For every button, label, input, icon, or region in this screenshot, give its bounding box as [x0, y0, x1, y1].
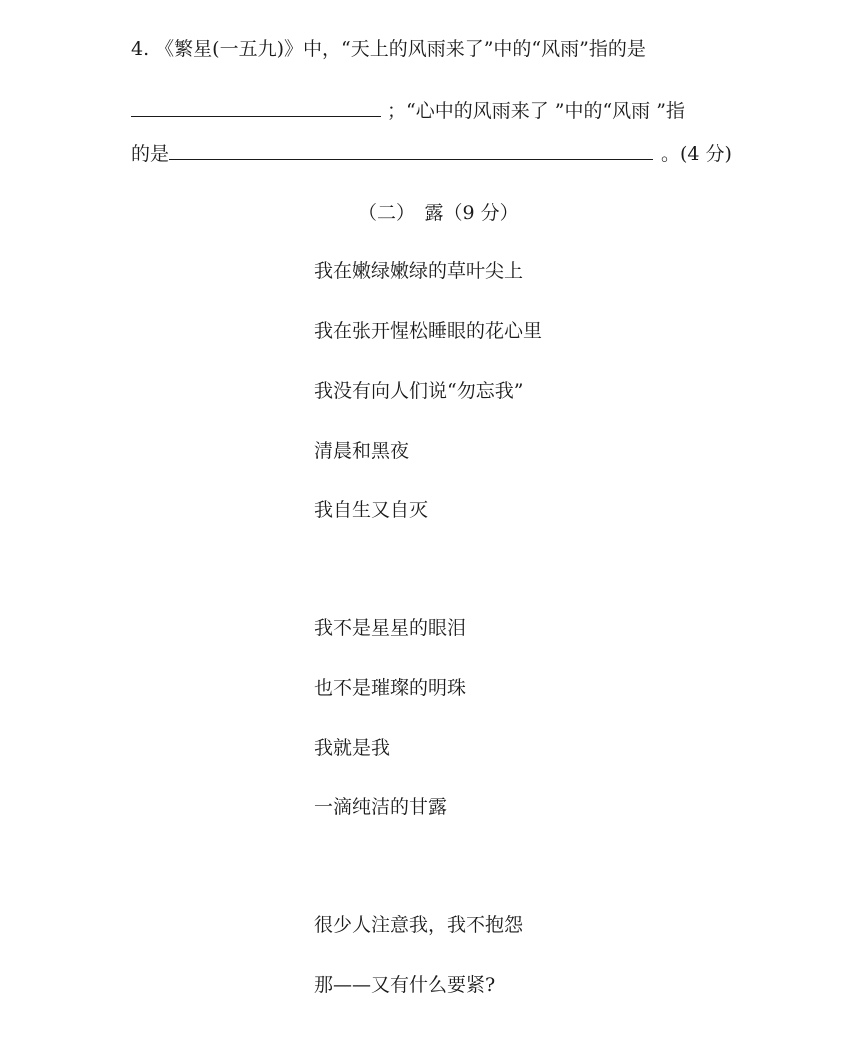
question-4-line-3 — [131, 145, 732, 164]
poem-line: 我没有向人们说“勿忘我” — [314, 380, 524, 402]
poem-line: 我自生又自灭 — [314, 499, 429, 521]
answer-blank-1[interactable] — [131, 115, 381, 117]
poem-line: 那——又有什么要紧? — [314, 974, 496, 996]
poem-line: 我在嫩绿嫩绿的草叶尖上 — [314, 260, 524, 282]
poem-line: 一滴纯洁的甘露 — [314, 796, 448, 818]
question-4-line-2 — [131, 102, 685, 121]
poem-line: 我在张开惺松睡眼的花心里 — [314, 320, 543, 342]
question-4-line-1: 4. 《繁星(一五九)》中，“天上的风雨来了”中的“风雨”指的是 — [131, 38, 646, 60]
answer-blank-2[interactable] — [169, 158, 653, 160]
poem-line: 很少人注意我，我不抱怨 — [314, 914, 524, 936]
question-4-line-3-prefix: 的是 — [131, 143, 170, 165]
poem-line: 我就是我 — [314, 737, 391, 759]
poem-line: 清晨和黑夜 — [314, 440, 410, 462]
section-heading: （二） 露（9 分） — [358, 202, 519, 224]
poem-line: 也不是璀璨的明珠 — [314, 677, 467, 699]
question-4-line-2-text: ；“心中的风雨来了 ”中的“风雨 ”指 — [387, 100, 685, 122]
question-4-line-3-suffix: 。(4 分) — [661, 143, 732, 165]
poem-line: 我不是星星的眼泪 — [314, 617, 467, 639]
